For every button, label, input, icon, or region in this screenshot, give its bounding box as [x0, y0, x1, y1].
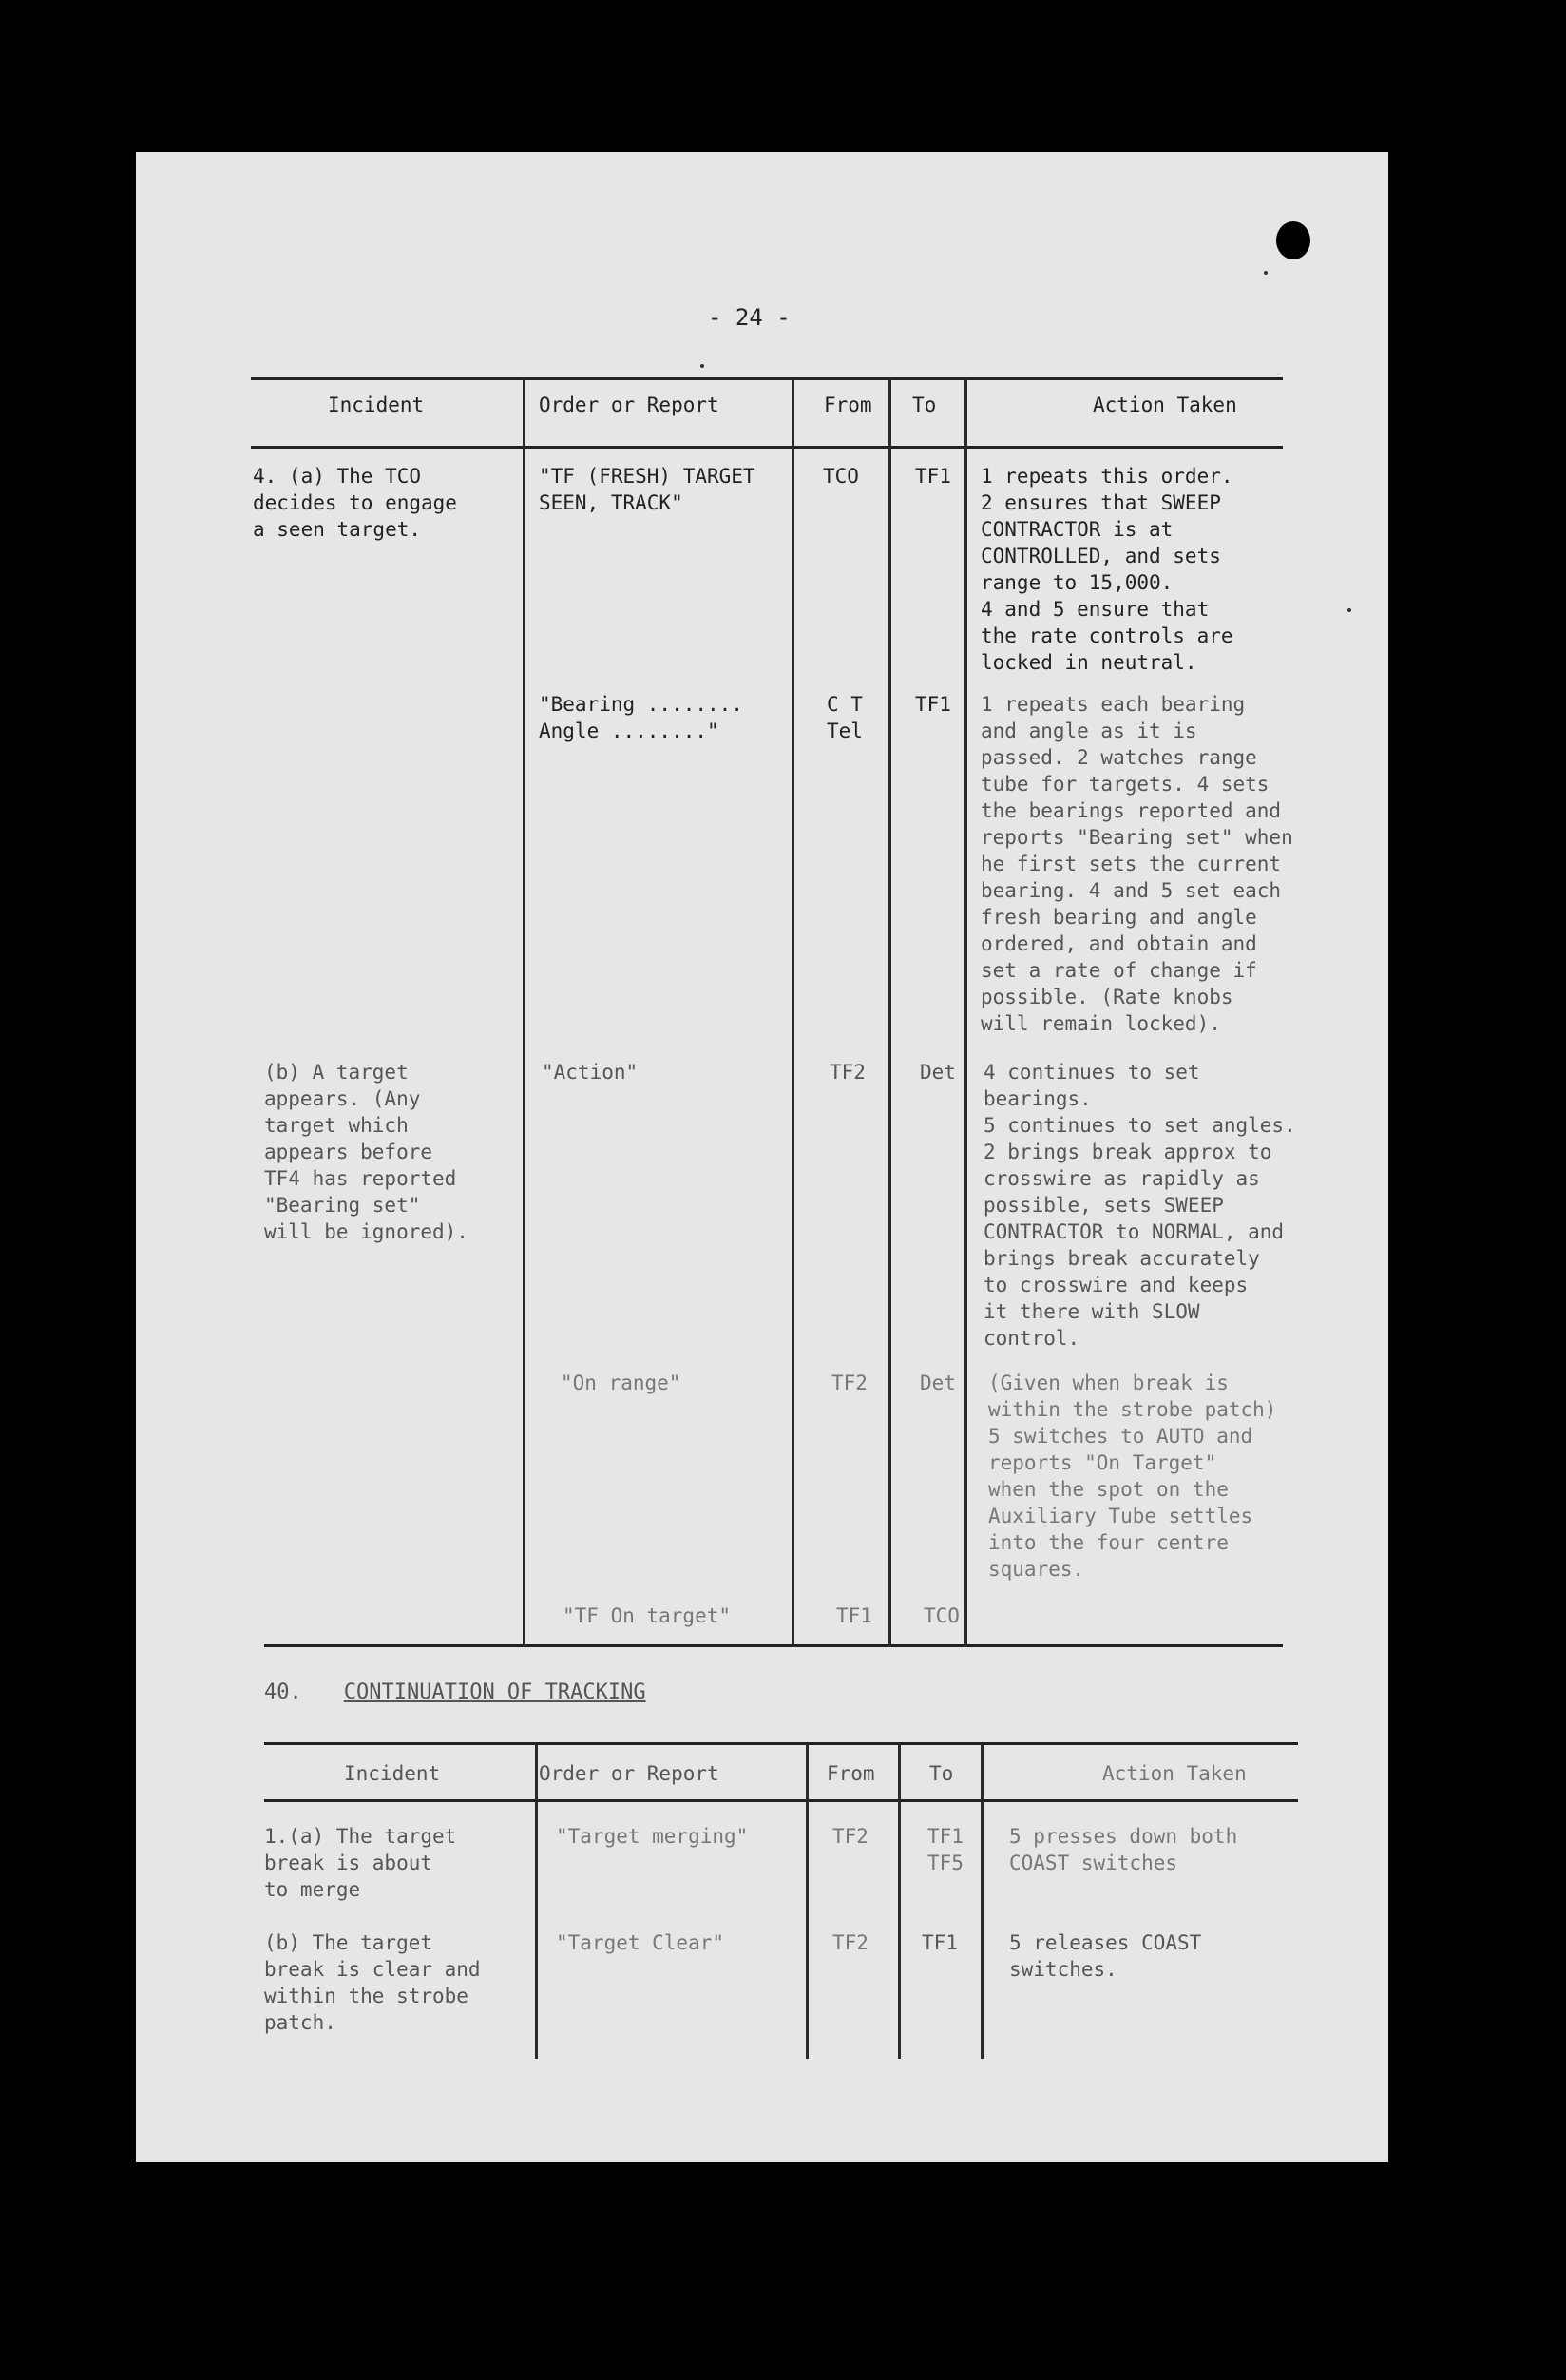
row-incident: 4. (a) The TCO decides to engage a seen target. [253, 465, 457, 541]
row-action: (Given when break is within the strobe patch) 5 switches to AUTO and reports "On Target" when the spot on the Auxiliary Tube settles into the four centre squares. [988, 1372, 1277, 1581]
section-title: CONTINUATION OF TRACKING [343, 1680, 646, 1704]
speck [1347, 608, 1351, 612]
header-to: To [912, 393, 937, 416]
header-action: Action Taken [1093, 393, 1237, 416]
row-to: Det [920, 1372, 956, 1394]
row-from: TF2 [832, 1825, 869, 1848]
page-number: - 24 - [708, 304, 791, 331]
row-to: TF1 [915, 465, 951, 488]
header-incident: Incident [328, 393, 425, 416]
row-order: "Action" [542, 1061, 639, 1084]
header-from: From [827, 1762, 875, 1785]
column-divider [898, 1743, 901, 2059]
table-top-rule [251, 377, 1283, 380]
row-action: 1 repeats this order. 2 ensures that SWEEP CONTRACTOR is at CONTROLLED, and sets range to 15,000. 4 and 5 ensure that the rate controls are locked in neutral. [981, 465, 1233, 674]
column-divider [806, 1743, 809, 2059]
table-top-rule [264, 1742, 1298, 1745]
row-action: 1 repeats each bearing and angle as it is passed. 2 watches range tube for targets. 4 sets the bearings reported and reports "Bearing set" when he first sets the current bearing. 4 and 5 set each fresh bearing and angle ordered, and obtain and set a rate of change if possible. (Rate knobs will remain locked). [981, 693, 1293, 1035]
header-bottom-rule [251, 446, 1283, 449]
row-from: C T Tel [827, 693, 863, 742]
row-action: 4 continues to set bearings. 5 continues to set angles. 2 brings break approx to crosswire as rapidly as possible, sets SWEEP CONTRACTOR to NORMAL, and brings break accurately to crosswire and keeps it there with SLOW control. [984, 1061, 1296, 1350]
column-divider [792, 378, 794, 1647]
row-to: Det [920, 1061, 956, 1084]
row-to: TF1 TF5 [927, 1825, 964, 1874]
header-incident: Incident [344, 1762, 441, 1785]
row-to: TF1 [922, 1931, 958, 1954]
column-divider [981, 1743, 984, 2059]
header-action: Action Taken [1102, 1762, 1247, 1785]
row-from: TF2 [830, 1061, 866, 1084]
row-from: TF2 [831, 1372, 868, 1394]
section-heading [264, 1680, 646, 1704]
header-bottom-rule [264, 1799, 1298, 1802]
row-from: TF2 [832, 1931, 869, 1954]
row-incident: (b) The target break is clear and within the strobe patch. [264, 1931, 481, 2034]
section-number: 40. [264, 1680, 302, 1704]
header-order: Order or Report [539, 1762, 719, 1785]
row-order: "TF On target" [563, 1604, 732, 1627]
row-order: "Target Clear" [556, 1931, 725, 1954]
row-to: TF1 [915, 693, 951, 716]
row-order: "Bearing ........ Angle ........" [539, 693, 743, 742]
column-divider [535, 1743, 538, 2059]
speck [700, 364, 704, 368]
column-divider [964, 378, 967, 1647]
header-from: From [824, 393, 872, 416]
row-to: TCO [924, 1604, 960, 1627]
header-order: Order or Report [539, 393, 719, 416]
row-incident: (b) A target appears. (Any target which appears before TF4 has reported "Bearing set" will be ignored). [264, 1061, 468, 1243]
row-order: "Target merging" [556, 1825, 749, 1848]
row-action: 5 releases COAST switches. [1009, 1931, 1202, 1981]
table-bottom-rule [264, 1644, 1283, 1647]
row-from: TF1 [836, 1604, 872, 1627]
speck [1264, 271, 1268, 275]
row-order: "TF (FRESH) TARGET SEEN, TRACK" [539, 465, 755, 514]
column-divider [888, 378, 891, 1647]
column-divider [523, 378, 525, 1647]
row-order: "On range" [561, 1372, 681, 1394]
row-action: 5 presses down both COAST switches [1009, 1825, 1238, 1874]
ink-blot [1276, 221, 1310, 259]
row-incident: 1.(a) The target break is about to merge [264, 1825, 457, 1901]
row-from: TCO [823, 465, 859, 488]
header-to: To [929, 1762, 954, 1785]
